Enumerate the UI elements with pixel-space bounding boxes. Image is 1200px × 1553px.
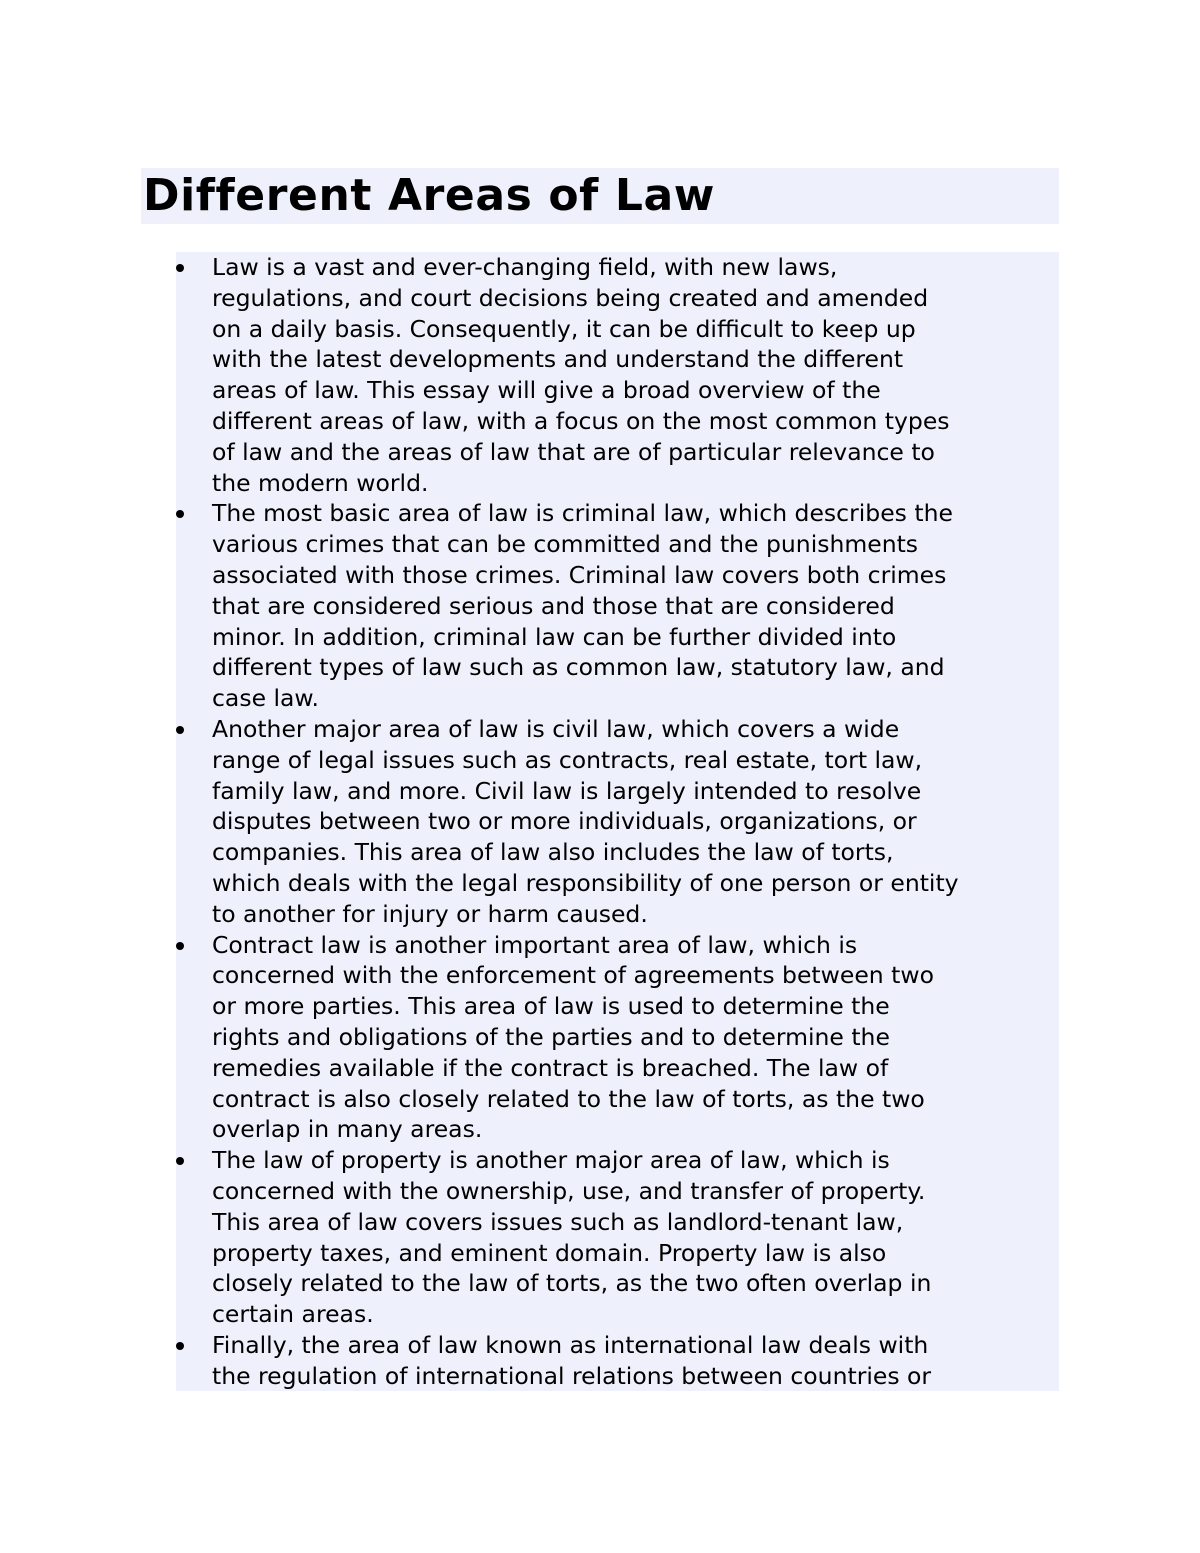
bullet-item [176, 252, 1059, 498]
paragraph-line: disputes between two or more individuals, organizations, or [212, 807, 917, 836]
paragraph-line: Finally, the area of law known as international law deals with [212, 1330, 929, 1359]
paragraph-line: companies. This area of law also includes the law of torts, [212, 838, 894, 867]
paragraph-line: different types of law such as common law, statutory law, and [212, 653, 945, 682]
paragraph-line: certain areas. [212, 1300, 374, 1329]
bullet-item [176, 1145, 1059, 1330]
paragraph-line: Contract law is another important area of law, which is [212, 930, 858, 959]
document-title: Different Areas of Law [143, 170, 716, 221]
paragraph-line: of law and the areas of law that are of particular relevance to [212, 437, 935, 466]
paragraph-line: with the latest developments and understand the different [212, 345, 904, 374]
paragraph-line: remedies available if the contract is breached. The law of [212, 1053, 889, 1082]
paragraph-line: overlap in many areas. [212, 1115, 483, 1144]
bullet-dot-icon [176, 1157, 184, 1165]
paragraph-line: rights and obligations of the parties and to determine the [212, 1022, 890, 1051]
bullet-item [176, 714, 1059, 930]
bullet-item [176, 930, 1059, 1146]
paragraph-line: the modern world. [212, 468, 429, 497]
bullet-item [176, 498, 1059, 714]
paragraph-line: regulations, and court decisions being created and amended [212, 283, 929, 312]
paragraph-line: that are considered serious and those that are considered [212, 591, 895, 620]
paragraph-line: The law of property is another major area of law, which is [212, 1146, 890, 1175]
paragraph-line: areas of law. This essay will give a broad overview of the [212, 376, 881, 405]
paragraph-line: The most basic area of law is criminal law, which describes the [212, 499, 953, 528]
bullet-dot-icon [176, 510, 184, 518]
bullet-dot-icon [176, 942, 184, 950]
paragraph-line: Law is a vast and ever-changing field, with new laws, [212, 253, 838, 281]
paragraph-line: associated with those crimes. Criminal law covers both crimes [212, 560, 947, 589]
paragraph-line: minor. In addition, criminal law can be further divided into [212, 622, 897, 651]
paragraph-line: the regulation of international relations between countries or [212, 1361, 932, 1390]
paragraph-line: case law. [212, 684, 319, 713]
bullet-item [176, 1330, 1059, 1391]
paragraph-line: range of legal issues such as contracts, real estate, tort law, [212, 745, 923, 774]
paragraph-line: concerned with the ownership, use, and transfer of property. [212, 1176, 926, 1205]
paragraph-line: which deals with the legal responsibility of one person or entity [212, 868, 959, 897]
bullet-list [176, 252, 1059, 1391]
paragraph-line: property taxes, and eminent domain. Property law is also [212, 1238, 887, 1267]
paragraph-line: to another for injury or harm caused. [212, 899, 648, 928]
paragraph-line: different areas of law, with a focus on the most common types [212, 406, 950, 435]
paragraph-line: family law, and more. Civil law is largely intended to resolve [212, 776, 922, 805]
bullet-dot-icon [176, 726, 184, 734]
bullet-dot-icon [176, 1342, 184, 1350]
paragraph-line: on a daily basis. Consequently, it can be difficult to keep up [212, 314, 916, 343]
paragraph-line: Another major area of law is civil law, which covers a wide [212, 714, 900, 743]
paragraph-line: This area of law covers issues such as landlord-tenant law, [212, 1207, 904, 1236]
paragraph-line: contract is also closely related to the law of torts, as the two [212, 1084, 925, 1113]
document-body [176, 252, 1059, 1391]
bullet-dot-icon [176, 264, 184, 272]
paragraph-line: various crimes that can be committed and the punishments [212, 530, 919, 559]
paragraph-line: or more parties. This area of law is used to determine the [212, 992, 890, 1021]
paragraph-line: concerned with the enforcement of agreements between two [212, 961, 934, 990]
paragraph-line: closely related to the law of torts, as the two often overlap in [212, 1269, 932, 1298]
